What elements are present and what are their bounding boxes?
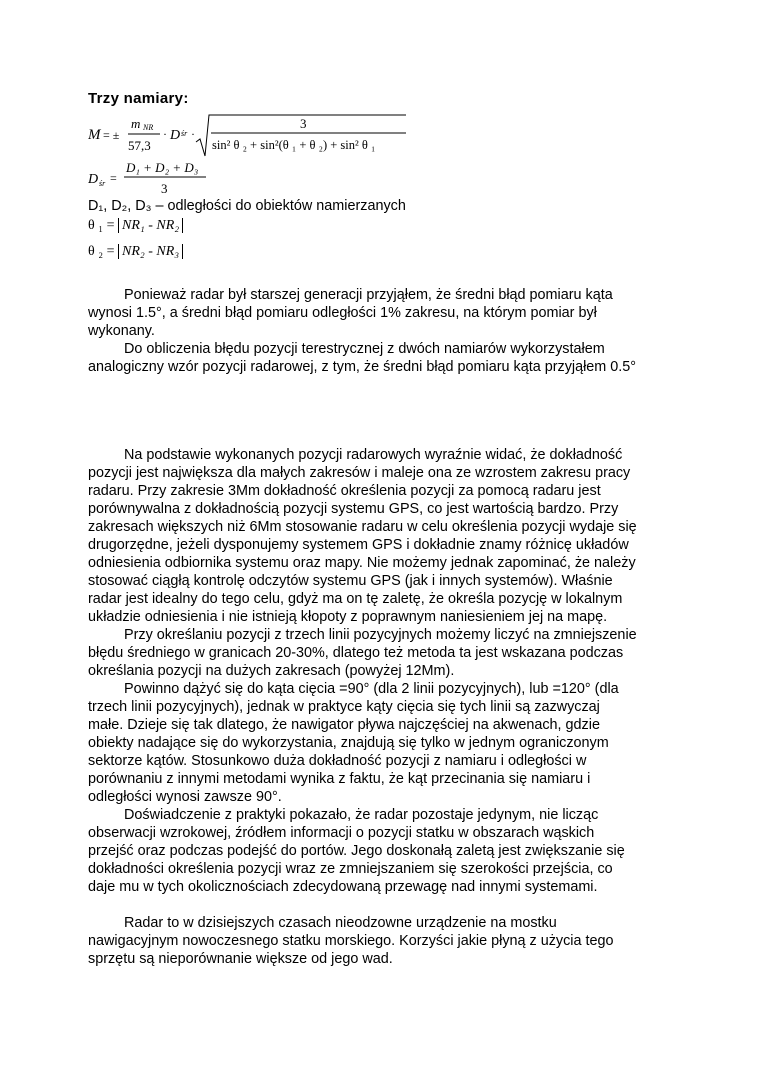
paragraph-line: Radar to w dzisiejszych czasach nieodzowne urządzenie na mostku	[124, 915, 557, 931]
formula-dsr-den: 3	[161, 181, 168, 196]
theta2-expr: NR₂ - NR₃	[118, 244, 183, 259]
paragraph-line: określania pozycji na dużych zakresach (powyżej 12Mm).	[88, 663, 455, 679]
paragraph-line: Ponieważ radar był starszej generacji przyjąłem, że średni błąd pomiaru kąta	[124, 287, 613, 303]
paragraph-line: pozycji jest największa dla małych zakresów i maleje ona ze wzrostem zakresu pracy	[88, 465, 631, 481]
paragraph-line: zakresach większych niż 6Mm stosowanie radaru w celu określenia pozycji wydaje się	[88, 519, 637, 535]
paragraph-7	[88, 914, 688, 968]
formula-m-graphic	[88, 112, 418, 160]
paragraph-line: Doświadczenie z praktyki pokazało, że radar pozostaje jedynym, nie licząc	[124, 807, 599, 823]
paragraph-line: Na podstawie wykonanych pozycji radarowych wyraźnie widać, że dokładność	[124, 447, 623, 463]
paragraph-3	[88, 446, 688, 626]
paragraph-line: trzech linii pozycyjnych), jednak w praktyce kąty cięcia się tych linii są zazwyczaj	[88, 699, 600, 715]
paragraph-6	[88, 806, 688, 896]
formula-m-dsr: D	[170, 128, 181, 143]
paragraph-1	[88, 286, 688, 340]
formula-m-dot: ·	[163, 127, 167, 141]
paragraph-line: odległości wynosi zawsze 90°.	[88, 789, 282, 805]
formula-m-sqrt-num: 3	[300, 116, 307, 131]
theta2-lhs: θ ₂ =	[88, 244, 115, 259]
formula-dsr-eq: =	[110, 171, 117, 185]
paragraph-line: porównywalna z dokładnością pozycji systemu GPS, co jest wartością bardzo. Przy	[88, 501, 619, 517]
theta2-formula	[88, 244, 183, 260]
paragraph-line: nawigacyjnym nowoczesnego statku morskiego. Korzyści jakie płyną z użycia tego	[88, 933, 614, 949]
paragraph-2	[88, 340, 688, 376]
paragraph-line: małe. Dzieje się tak dlatego, że nawigator pływa najczęściej na akwenach, gdzie	[88, 717, 600, 733]
paragraph-line: Przy określaniu pozycji z trzech linii pozycyjnych możemy liczyć na zmniejszenie	[124, 627, 637, 643]
formula-m-lhs: M	[88, 127, 101, 143]
definitions-line: D₁, D₂, D₃ – odległości do obiektów namierzanych	[88, 198, 406, 214]
formula-m-dsr-sub: śr	[181, 129, 188, 138]
paragraph-line: układzie odniesienia i nie istnieją kłopoty z poprawnym naniesieniem jej na mapę.	[88, 609, 608, 625]
formula-m-sqrt-den: sin² θ ₂ + sin²(θ ₁ + θ ₂) + sin² θ ₁	[212, 138, 376, 152]
theta1-lhs: θ ₁ =	[88, 218, 115, 233]
paragraph-line: Powinno dążyć się do kąta cięcia =90° (dla 2 linii pozycyjnych), lub =120° (dla	[124, 681, 619, 697]
paragraph-line: drugorzędne, jeżeli dysponujemy systemem GPS i dokładnie znamy różnicę układów	[88, 537, 629, 553]
theta1-formula	[88, 218, 183, 234]
paragraph-line: sprzętu są nieporównanie większe od jego wad.	[88, 951, 393, 967]
paragraph-line: Do obliczenia błędu pozycji terestrycznej z dwóch namiarów wykorzystałem	[124, 341, 605, 357]
paragraph-line: obserwacji wzrokowej, źródłem informacji o pozycji statku w obszarach wąskich	[88, 825, 595, 841]
formula-m-den: 57,3	[128, 138, 151, 153]
paragraph-line: porównaniu z innymi metodami wynika z faktu, że kąt przecinania się namiaru i	[88, 771, 591, 787]
section-heading: Trzy namiary:	[88, 90, 189, 107]
paragraph-line: przejść oraz podczas podejść do portów. Jego doskonałą zaletą jest zwiększanie się	[88, 843, 625, 859]
formula-m-dot2: ·	[191, 127, 195, 141]
paragraph-5	[88, 680, 688, 806]
paragraph-line: stosować ciągłą kontrolę odczytów systemu GPS (jak i innych systemów). Właśnie	[88, 573, 613, 589]
paragraph-line: błędu średniego w granicach 20-30%, dlatego też metoda ta jest wskazana podczas	[88, 645, 624, 661]
paragraph-4	[88, 626, 688, 680]
theta1-expr: NR₁ - NR₂	[118, 218, 183, 233]
paragraph-line: analogiczny wzór pozycji radarowej, z tym, że średni błąd pomiaru kąta przyjąłem 0.5°	[88, 359, 637, 375]
paragraph-line: wykonany.	[88, 323, 155, 339]
formula-m-num-sub: NR	[143, 123, 154, 132]
paragraph-line: daje mu w tych okolicznościach zdecydowaną przewagę nad innymi systemami.	[88, 879, 598, 895]
paragraph-line: odniesienia odbiornika systemu oraz mapy. Nie możemy jednak zapominać, że należy	[88, 555, 636, 571]
paragraph-line: dokładności określenia pozycji wraz ze zmniejszaniem się szerokości przejścia, co	[88, 861, 613, 877]
paragraph-line: obiekty nadające się do wykorzystania, znajdują się tylko w jednym ograniczonym	[88, 735, 609, 751]
formula-dsr-num: D₁ + D₂ + D₃	[126, 160, 199, 175]
paragraph-line: radar jest idealny do tego celu, gdyż ma on tę zaletę, że określa pozycję w lokalnym	[88, 591, 623, 607]
paragraph-line: sektorze kątów. Stosunkowo duża dokładność pozycji z namiaru i odległości w	[88, 753, 587, 769]
formula-dsr-lhs: D	[88, 172, 99, 187]
formula-m-eq: = ±	[103, 128, 120, 142]
formula-dsr-lhs-sub: śr	[99, 179, 106, 188]
formula-dsr-graphic	[88, 158, 218, 198]
paragraph-line: wynosi 1.5°, a średni błąd pomiaru odległości 1% zakresu, na którym pomiar był	[88, 305, 597, 321]
formula-m-num: m	[131, 116, 141, 131]
paragraph-line: radaru. Przy zakresie 3Mm dokładność określenia pozycji za pomocą radaru jest	[88, 483, 601, 499]
